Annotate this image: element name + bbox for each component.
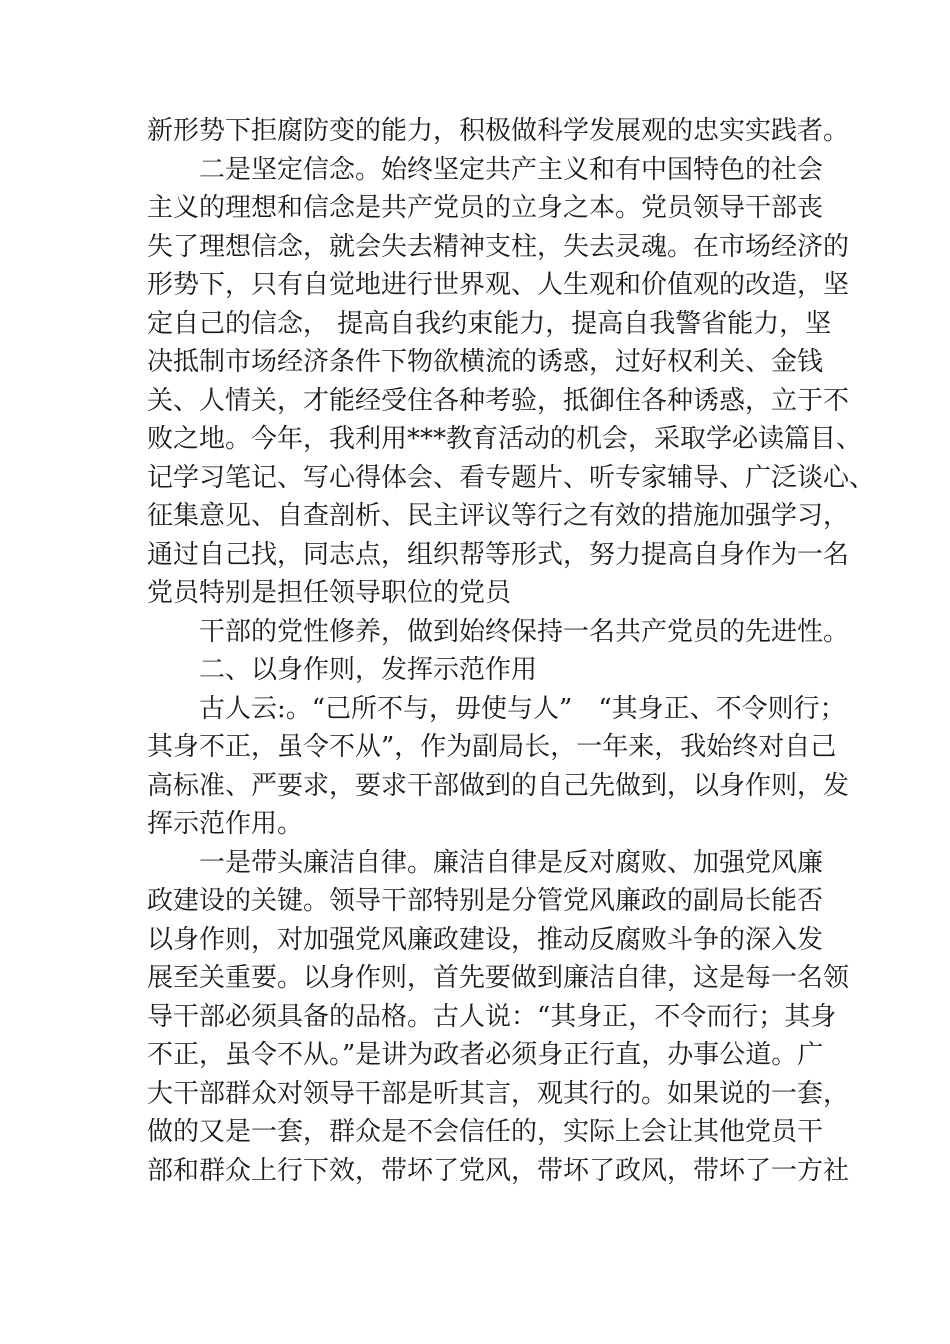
- text-line: 高标准、严要求，要求干部做到的自己先做到，以身作则，发: [147, 770, 850, 801]
- text-line: 干部的党性修养，做到始终保持一名共产党员的先进性。: [199, 616, 850, 647]
- text-line: 大干部群众对领导干部是听其言，观其行的。如果说的一套，: [147, 1078, 850, 1109]
- text-line: 决抵制市场经济条件下物欲横流的诱惑，过好权利关、金钱: [147, 347, 824, 377]
- text-line: 做的又是一套，群众是不会信任的，实际上会让其他党员干: [147, 1117, 824, 1147]
- text-line: 失了理想信念，就会失去精神支柱，失去灵魂。在市场经济的: [147, 231, 850, 262]
- text-line: 通过自己找，同志点，组织帮等形式，努力提高自身作为一名: [147, 539, 850, 570]
- document-body: [147, 112, 876, 1190]
- text-line: 关、人情关，才能经受住各种考验，抵御住各种诱惑，立于不: [147, 385, 850, 416]
- text-line: 败之地。今年，我利用***教育活动的机会，采取学必读篇目、: [147, 424, 863, 454]
- text-line: 一是带头廉洁自律。廉洁自律是反对腐败、加强党风廉: [199, 847, 824, 878]
- text-line: 政建设的关键。领导干部特别是分管党风廉政的副局长能否: [147, 886, 824, 916]
- text-line: 挥示范作用。: [147, 809, 304, 839]
- text-line: 古人云:。“己所不与，毋使与人” “其身正、不令则行；: [199, 693, 846, 724]
- text-line: 其身不正，虽令不从”，作为副局长，一年来，我始终对自己: [147, 732, 837, 762]
- text-line: 党员特别是担任领导职位的党员: [147, 578, 512, 608]
- text-line: 征集意见、自查剖析、民主评议等行之有效的措施加强学习，: [147, 501, 850, 531]
- text-line: 展至关重要。以身作则，首先要做到廉洁自律，这是每一名领: [147, 963, 850, 993]
- text-line: 新形势下拒腐防变的能力，积极做科学发展观的忠实实践者。: [147, 116, 850, 146]
- text-line: 不正，虽令不从。”是讲为政者必须身正行直，办事公道。广: [147, 1040, 824, 1070]
- text-line: 定自己的信念， 提高自我约束能力，提高自我警省能力，坚: [147, 308, 832, 339]
- text-line: 记学习笔记、写心得体会、看专题片、听专家辅导、广泛谈心、: [147, 462, 876, 493]
- text-line: 主义的理想和信念是共产党员的立身之本。党员领导干部丧: [147, 193, 824, 223]
- text-line: 部和群众上行下效，带坏了党风，带坏了政风，带坏了一方社: [147, 1155, 850, 1186]
- text-line: 二是坚定信念。始终坚定共产主义和有中国特色的社会: [199, 154, 824, 185]
- text-line: 以身作则，对加强党风廉政建设，推动反腐败斗争的深入发: [147, 924, 824, 955]
- text-line: 导干部必须具备的品格。古人说：“其身正，不令而行；其身: [147, 1001, 837, 1032]
- text-line: 二、以身作则，发挥示范作用: [199, 655, 538, 685]
- text-line: 形势下，只有自觉地进行世界观、人生观和价值观的改造，坚: [147, 270, 850, 300]
